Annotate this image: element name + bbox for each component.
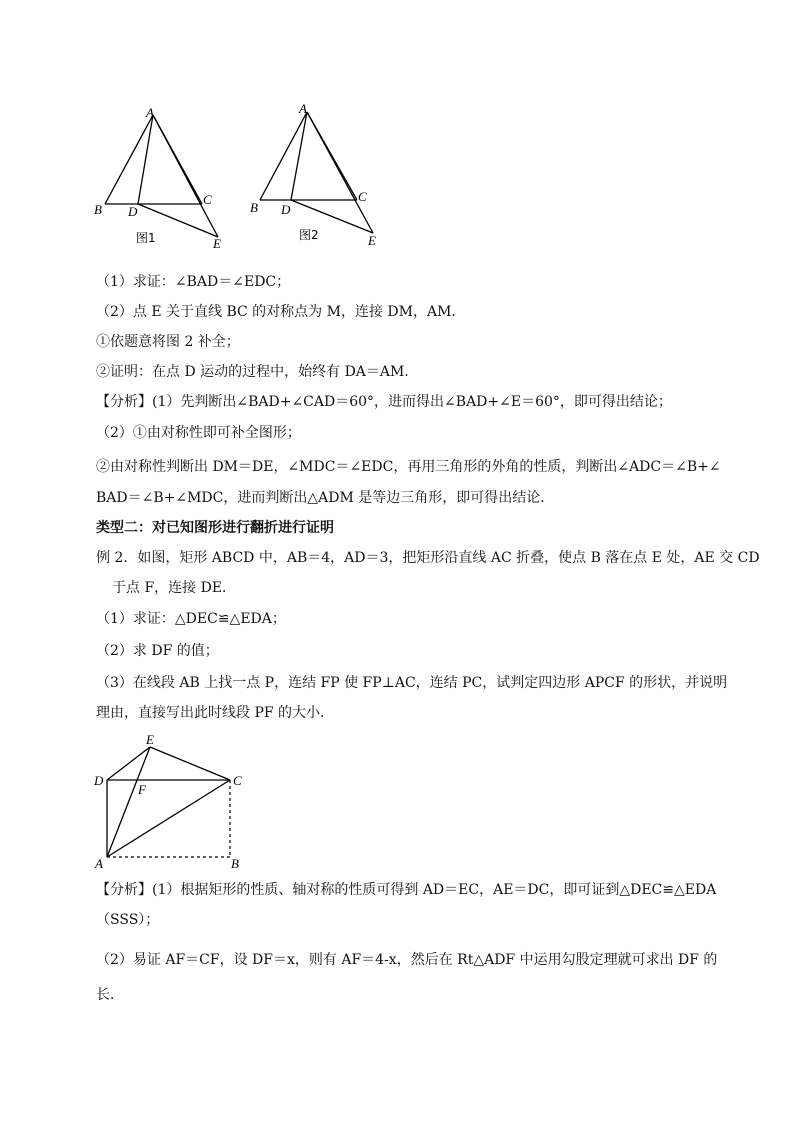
figure-1	[90, 100, 240, 260]
ex2-question-2: （2）求 DF 的值；	[96, 643, 219, 659]
analysis-1: 【分析】(1）先判断出∠BAD+∠CAD＝60°，进而得出∠BAD+∠E＝60°，即可得出结论；	[96, 394, 672, 410]
figure-3	[88, 728, 258, 876]
example-2-cont: 于点 F，连接 DE．	[112, 580, 237, 596]
fig2-label-E: E	[368, 233, 376, 248]
fig3-label-E: E	[146, 732, 154, 747]
question-2-part-1: ①依题意将图 2 补全；	[96, 334, 240, 350]
analysis-3: ②由对称性判断出 DM＝DE，∠MDC＝∠EDC，再用三角形的外角的性质，判断出∠ADC＝∠B+∠	[96, 459, 721, 475]
figure-2	[245, 100, 395, 260]
analysis-ex2-2: （2）易证 AF＝CF，设 DF＝x，则有 AF＝4-x，然后在 Rt△ADF 中运用勾股定理就可求出 DF 的	[96, 952, 718, 968]
fig2-label-A: A	[299, 101, 307, 116]
fig2-label-C: C	[358, 189, 367, 204]
fig3-label-B: B	[231, 856, 239, 871]
fig1-label-D: D	[128, 204, 138, 219]
question-2-part-2: ②证明：在点 D 运动的过程中，始终有 DA＝AM．	[96, 364, 419, 380]
question-2: （2）点 E 关于直线 BC 的对称点为 M，连接 DM，AM．	[96, 304, 466, 320]
ex2-question-3-cont: 理由，直接写出此时线段 PF 的大小．	[96, 705, 335, 721]
fig1-label-A: A	[146, 105, 154, 120]
fig2-label-D: D	[281, 202, 291, 217]
fig3-label-D: D	[94, 773, 104, 788]
analysis-ex2-1-cont: （SSS）；	[96, 912, 160, 928]
fig1-label-E: E	[213, 236, 221, 251]
fig1-label-C: C	[203, 192, 212, 207]
example-2: 例 2．如图，矩形 ABCD 中，AB＝4，AD＝3，把矩形沿直线 AC 折叠，使点 B 落在点 E 处，AE 交 CD	[96, 550, 760, 566]
figure-2-diagram	[245, 100, 395, 260]
fig2-label-B: B	[250, 200, 258, 215]
fig3-label-A: A	[95, 856, 103, 871]
ex2-question-1: （1）求证：△DEC≌△EDA；	[96, 611, 286, 627]
ex2-question-3: （3）在线段 AB 上找一点 P，连结 FP 使 FP⊥AC，连结 PC，试判定四边形 APCF 的形状，并说明	[96, 675, 728, 691]
figure-3-diagram	[88, 728, 258, 876]
analysis-3-cont: BAD＝∠B+∠MDC，进而判断出△ADM 是等边三角形，即可得出结论．	[96, 490, 555, 506]
fig1-caption: 图1	[136, 231, 156, 245]
fig2-caption: 图2	[299, 228, 319, 242]
figure-1-diagram	[90, 100, 240, 260]
fig3-label-C: C	[233, 773, 242, 788]
question-1: （1）求证：∠BAD＝∠EDC；	[96, 274, 291, 290]
analysis-ex2-1: 【分析】(1）根据矩形的性质、轴对称的性质可得到 AD＝EC，AE＝DC，即可证到△DEC≌△EDA	[96, 882, 717, 898]
section-heading: 类型二：对已知图形进行翻折进行证明	[96, 520, 334, 536]
fig3-label-F: F	[138, 782, 146, 797]
fig1-label-B: B	[94, 202, 102, 217]
analysis-ex2-2-cont: 长．	[96, 987, 124, 1003]
analysis-2: （2）①由对称性即可补全图形；	[96, 425, 301, 441]
